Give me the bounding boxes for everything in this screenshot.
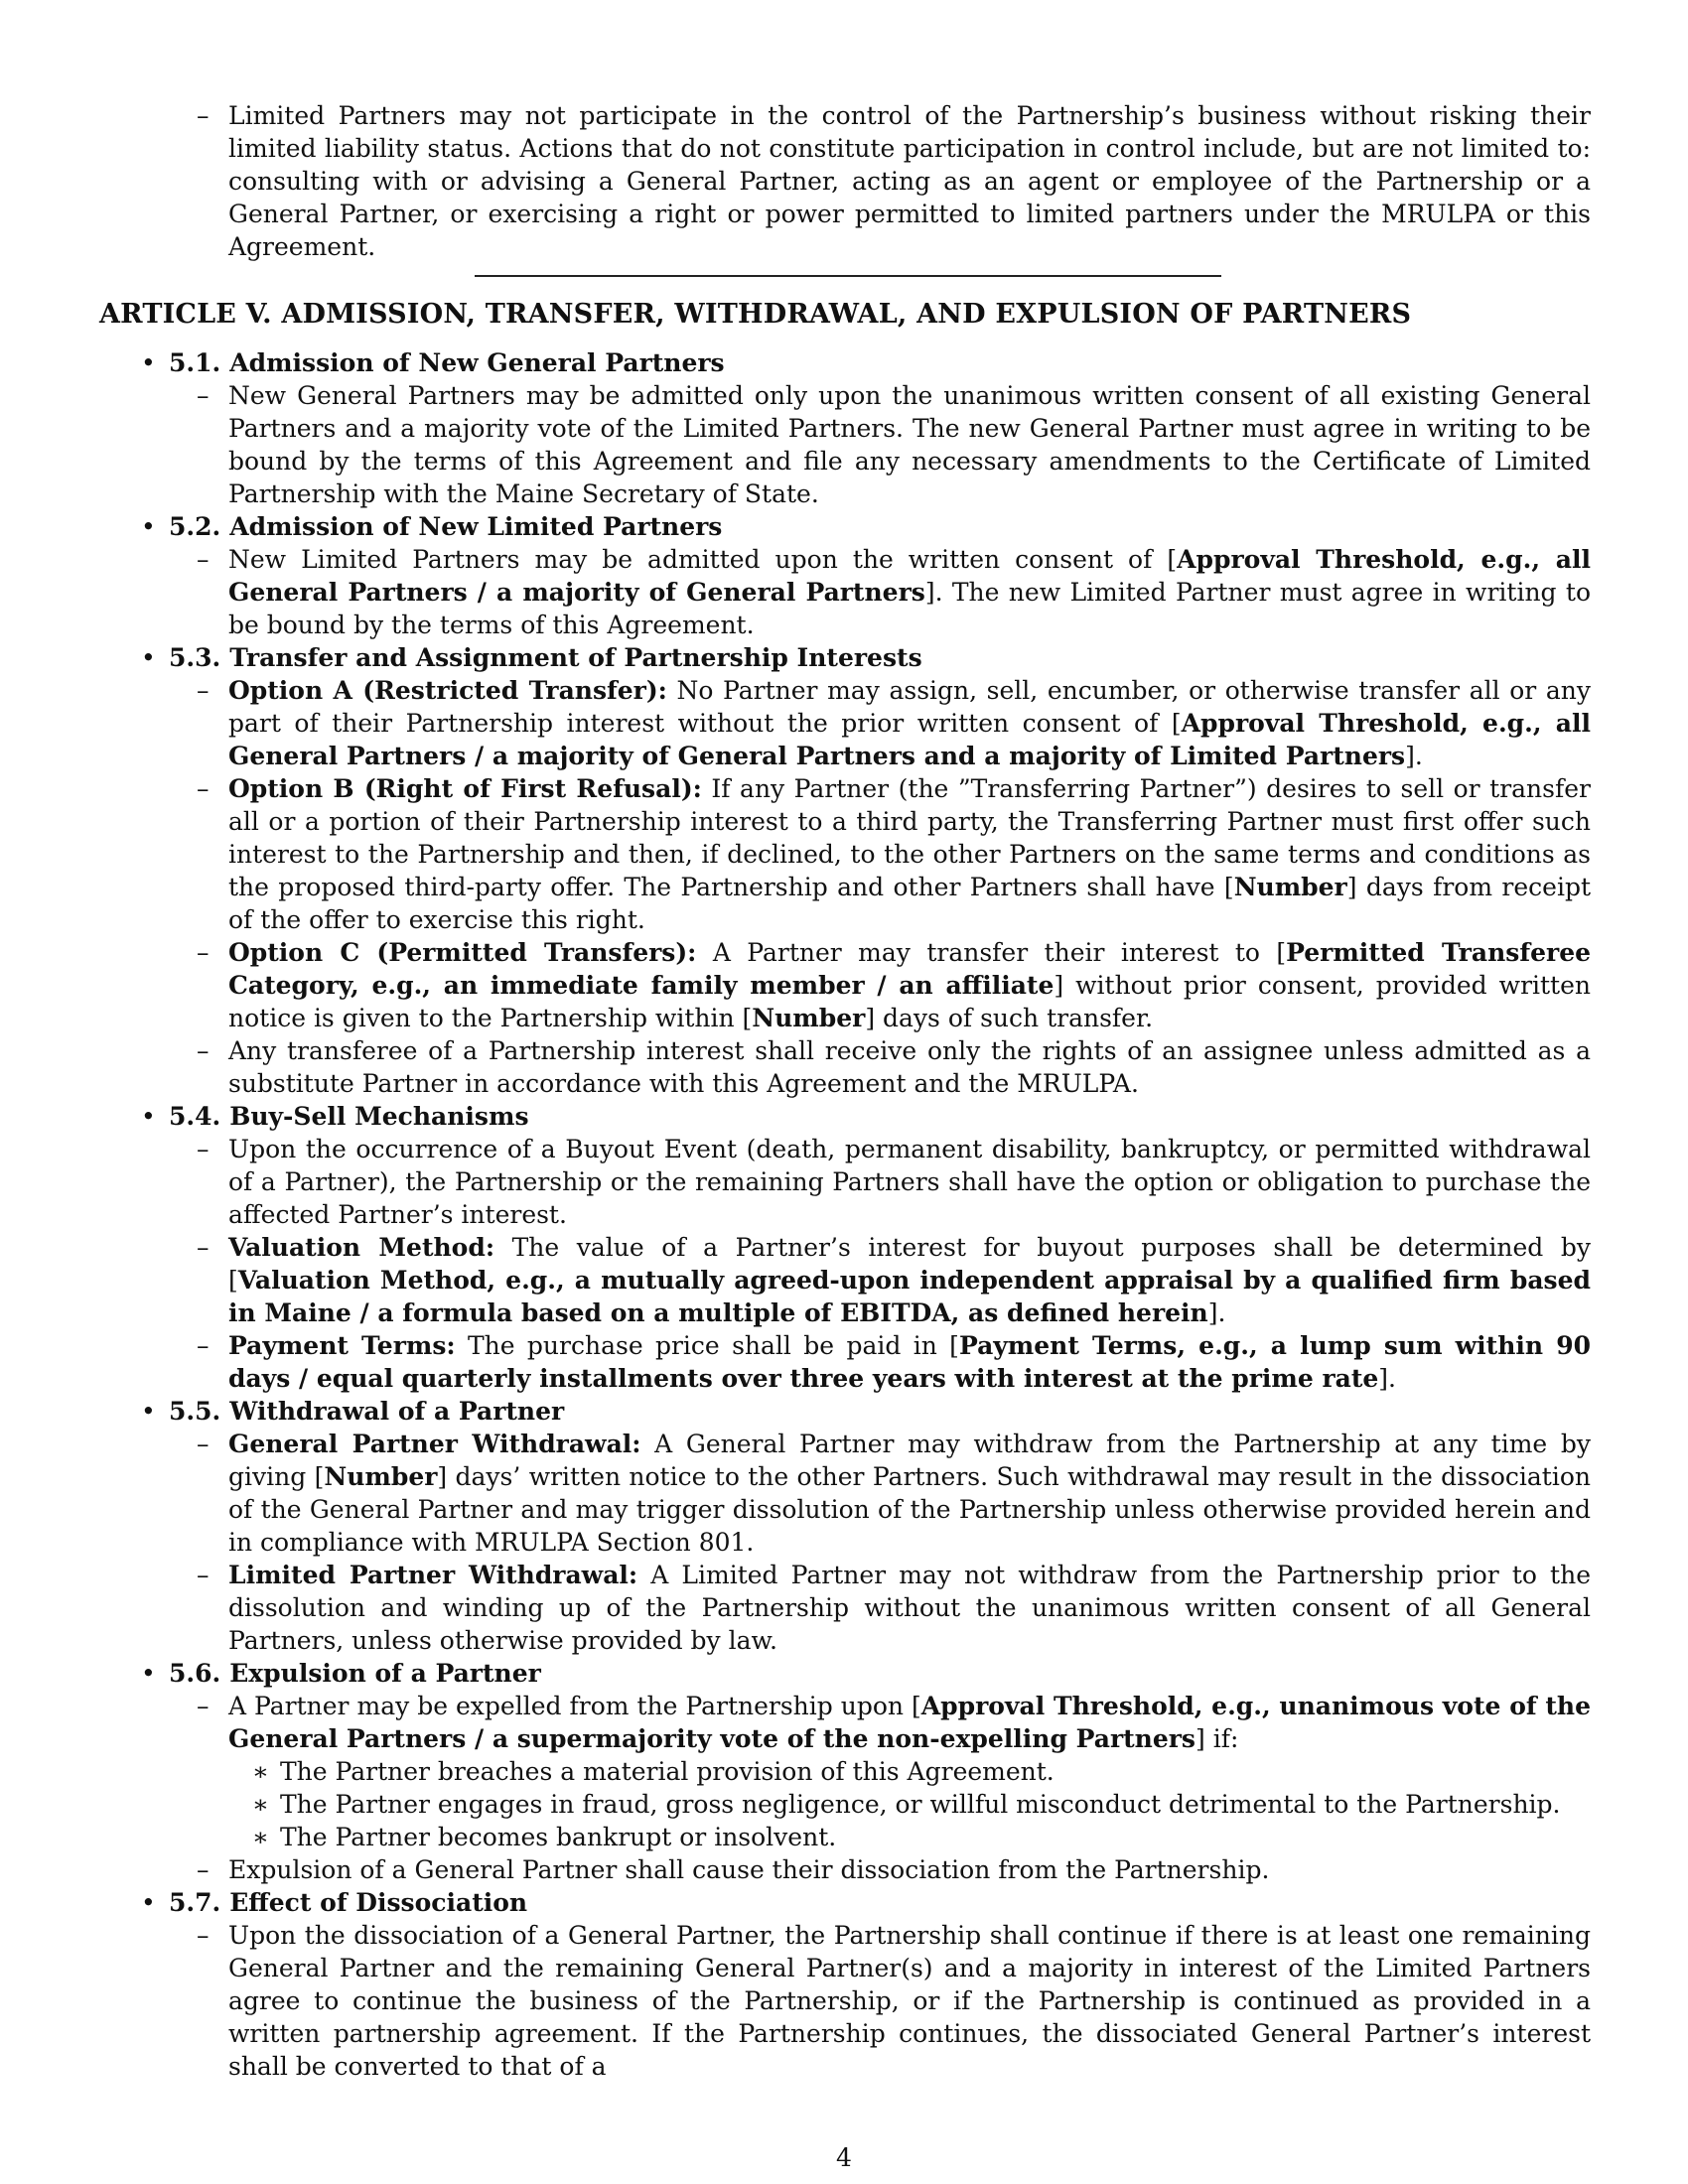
section-5-2-heading <box>169 510 722 543</box>
section-5-3-heading <box>169 641 922 674</box>
option-label: Option C (Permitted Transfers): <box>228 938 697 967</box>
buyout-event-paragraph: – Upon the occurrence of a Buyout Event (death, permanent disability, bankruptcy, or permitted withdrawal of a Partner), the Partnership or the remaining Partners shall have the option or obligation to purchase the affected Partner’s interest. <box>228 1133 1591 1231</box>
payment-terms-paragraph: – Payment Terms: The purchase price shall be paid in [Payment Terms, e.g., a lump sum within 90 days / equal quarterly installments over three years with interest at the prime rate]. <box>228 1329 1591 1395</box>
list-item: ∗ The Partner breaches a material provision of this Agreement. <box>280 1755 1591 1788</box>
option-a-paragraph: – Option A (Restricted Transfer): No Partner may assign, sell, encumber, or otherwise transfer all or any part of their Partnership interest without the prior written consent of [Approval Threshold, e.g., all General Partners / a majority of General Partners and a majority of Limited Partners]. <box>228 674 1591 772</box>
placeholder-text: Number <box>324 1462 438 1491</box>
section-title: Expulsion of a Partner <box>229 1659 541 1688</box>
section-number: 5.3. <box>169 643 221 672</box>
section-5-7-heading <box>169 1886 527 1919</box>
option-c-paragraph: – Option C (Permitted Transfers): A Partner may transfer their interest to [Permitted Transferee Category, e.g., an immediate family member / an affiliate] without prior consent, provided written notice is given to the Partnership within [Number] days of such transfer. <box>228 936 1591 1034</box>
placeholder-text: Valuation Method, e.g., a mutually agreed-upon independent appraisal by a qualified firm based in Maine / a formula based on a multiple of EBITDA, as defined herein <box>228 1266 1591 1327</box>
transferee-paragraph: – Any transferee of a Partnership interest shall receive only the rights of an assignee unless admitted as a substitute Partner in accordance with this Agreement and the MRULPA. <box>228 1034 1591 1100</box>
placeholder-text: Approval Threshold, e.g., all General Partners / a majority of General Partners and a majority of Limited Partners <box>228 709 1591 770</box>
section-number: 5.4. <box>169 1102 221 1131</box>
intro-paragraph: – Limited Partners may not participate in the control of the Partnership’s business without risking their limited liability status. Actions that do not constitute participation in control include, but are not limited to: consulting with or advising a General Partner, acting as an agent or employee of the Partnership or a General Partner, or exercising a right or power permitted to limited partners under the MRULPA or this Agreement. <box>228 99 1591 263</box>
dissociation-paragraph: – Upon the dissociation of a General Partner, the Partnership shall continue if there is at least one remaining General Partner and the remaining General Partner(s) and a majority in interest of the Limited Partners agree to continue the business of the Partnership, or if the Partnership is continued as provided in a written partnership agreement. If the Partnership continues, the dissociated General Partner’s interest shall be converted to that of a <box>228 1919 1591 2083</box>
section-5-6-heading <box>169 1657 541 1690</box>
expulsion-paragraph: – A Partner may be expelled from the Partnership upon [Approval Threshold, e.g., unanimous vote of the General Partners / a supermajority vote of the non-expelling Partners] if: <box>228 1690 1591 1755</box>
placeholder-text: Approval Threshold, e.g., all General Partners / a majority of General Partners <box>228 545 1591 607</box>
list-item: ∗ The Partner becomes bankrupt or insolvent. <box>280 1821 1591 1853</box>
article-heading: ARTICLE V. ADMISSION, TRANSFER, WITHDRAWAL, AND EXPULSION OF PARTNERS <box>99 299 1412 330</box>
placeholder-text: Payment Terms, e.g., a lump sum within 90 days / equal quarterly installments over three years with interest at the prime rate <box>228 1331 1591 1393</box>
list-item: ∗ The Partner engages in fraud, gross negligence, or willful misconduct detrimental to the Partnership. <box>280 1788 1591 1821</box>
section-title: Buy-Sell Mechanisms <box>229 1102 529 1131</box>
option-label: Payment Terms: <box>228 1331 456 1360</box>
placeholder-text: Approval Threshold, e.g., unanimous vote of the General Partners / a supermajority vote of the non-expelling Partners <box>228 1692 1592 1753</box>
section-number: 5.1. <box>169 348 221 377</box>
section-5-2-paragraph: – New Limited Partners may be admitted upon the written consent of [Approval Threshold, e.g., all General Partners / a majority of General Partners]. The new Limited Partner must agree in writing to be bound by the terms of this Agreement. <box>228 543 1591 641</box>
option-label: Limited Partner Withdrawal: <box>228 1561 638 1589</box>
option-b-paragraph: – Option B (Right of First Refusal): If any Partner (the ”Transferring Partner”) desires to sell or transfer all or a portion of their Partnership interest to a third party, the Transferring Partner must first offer such interest to the Partnership and then, if declined, to the other Partners on the same terms and conditions as the proposed third-party offer. The Partnership and other Partners shall have [Number] days from receipt of the offer to exercise this right. <box>228 772 1591 936</box>
lp-withdrawal-paragraph: – Limited Partner Withdrawal: A Limited Partner may not withdraw from the Partnership prior to the dissolution and winding up of the Partnership without the unanimous written consent of all General Partners, unless otherwise provided by law. <box>228 1559 1591 1657</box>
page-number: 4 <box>836 2143 852 2172</box>
option-label: Valuation Method: <box>228 1233 495 1262</box>
gp-withdrawal-paragraph: – General Partner Withdrawal: A General Partner may withdraw from the Partnership at any time by giving [Number] days’ written notice to the other Partners. Such withdrawal may result in the dissociation of the General Partner and may trigger dissolution of the Partnership unless otherwise provided herein and in compliance with MRULPA Section 801. <box>228 1428 1591 1559</box>
valuation-method-paragraph: – Valuation Method: The value of a Partner’s interest for buyout purposes shall be determined by [Valuation Method, e.g., a mutually agreed-upon independent appraisal by a qualified firm based in Maine / a formula based on a multiple of EBITDA, as defined herein]. <box>228 1231 1591 1329</box>
section-5-1-heading <box>169 346 725 379</box>
section-number: 5.6. <box>169 1659 221 1688</box>
section-title: Effect of Dissociation <box>229 1888 528 1917</box>
section-title: Admission of New Limited Partners <box>229 512 723 541</box>
placeholder-text: Number <box>752 1004 866 1032</box>
section-title: Transfer and Assignment of Partnership Interests <box>229 643 922 672</box>
section-number: 5.5. <box>169 1397 221 1426</box>
section-5-4-heading <box>169 1100 529 1133</box>
placeholder-text: Number <box>1233 873 1347 901</box>
section-divider <box>475 275 1221 277</box>
section-title: Withdrawal of a Partner <box>229 1397 565 1426</box>
gp-expulsion-paragraph: – Expulsion of a General Partner shall cause their dissociation from the Partnership. <box>228 1853 1591 1886</box>
section-title: Admission of New General Partners <box>229 348 725 377</box>
section-number: 5.2. <box>169 512 221 541</box>
option-label: General Partner Withdrawal: <box>228 1430 641 1458</box>
option-label: Option A (Restricted Transfer): <box>228 676 667 705</box>
section-number: 5.7. <box>169 1888 221 1917</box>
section-5-5-heading <box>169 1395 564 1428</box>
placeholder-text: Permitted Transferee Category, e.g., an immediate family member / an affiliate <box>228 938 1592 1000</box>
section-5-1-paragraph: – New General Partners may be admitted only upon the unanimous written consent of all existing General Partners and a majority vote of the Limited Partners. The new General Partner must agree in writing to be bound by the terms of this Agreement and file any necessary amendments to the Certificate of Limited Partnership with the Maine Secretary of State. <box>228 379 1591 510</box>
option-label: Option B (Right of First Refusal): <box>228 774 702 803</box>
